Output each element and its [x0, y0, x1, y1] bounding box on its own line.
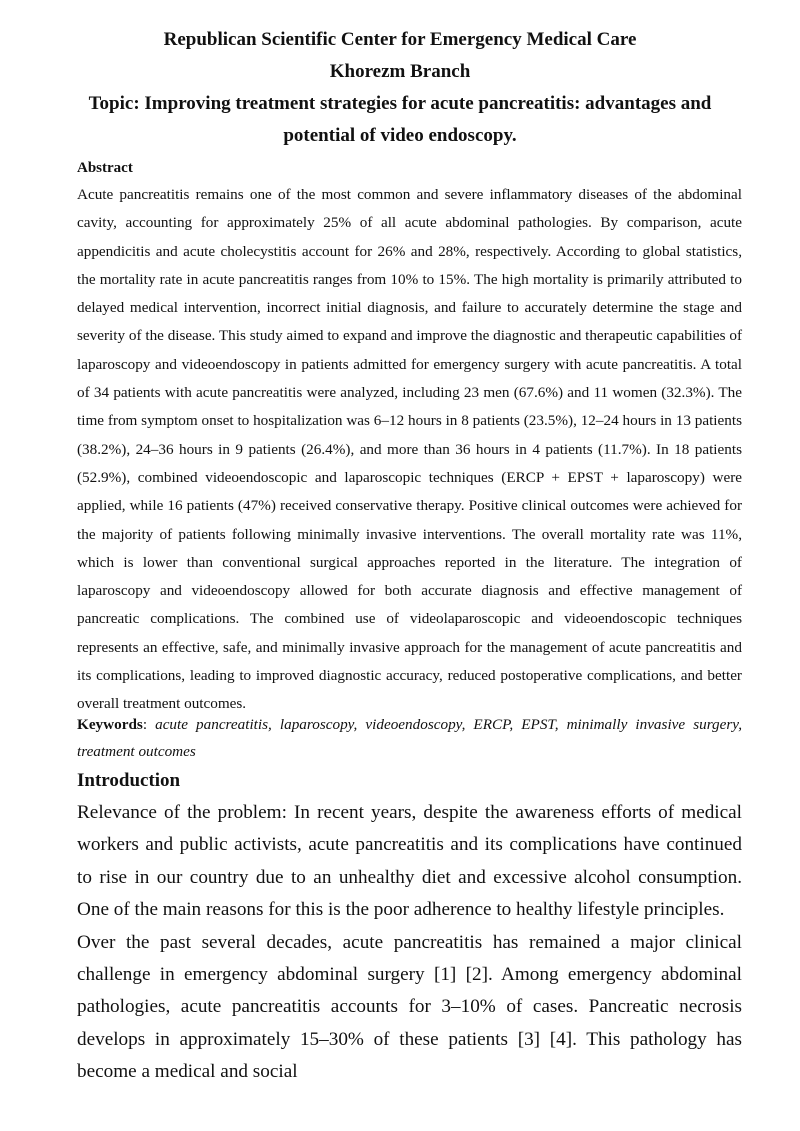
introduction-body	[77, 797, 742, 1089]
branch-title: Khorezm Branch	[329, 61, 471, 82]
introduction-paragraph-1: Relevance of the problem: In recent years, despite the awareness efforts of medical workers and public activists, acute pancreatitis and its complications have continued to rise in our country due to an unhealthy diet and excessive alcohol consumption. One of the main reasons for this is the poor adherence to healthy lifestyle principles.	[77, 802, 742, 921]
keywords-line	[77, 711, 742, 765]
keywords-list: acute pancreatitis, laparoscopy, videoendoscopy, ERCP, EPST, minimally invasive surgery, treatment outcomes	[77, 716, 742, 760]
abstract-heading: Abstract	[77, 160, 133, 176]
keywords-label: Keywords	[77, 716, 143, 733]
introduction-heading: Introduction	[77, 770, 181, 791]
keywords-separator: :	[142, 716, 156, 733]
topic-title-line-2: potential of video endoscopy.	[283, 125, 517, 146]
topic-title-line-1: Topic: Improving treatment strategies for acute pancreatitis: advantages and	[88, 93, 712, 114]
abstract-paragraph: Acute pancreatitis remains one of the most common and severe inflammatory diseases of the abdominal cavity, accounting for approximately 25% of all acute abdominal pathologies. By comparison, acute appendicitis and acute cholecystitis account for 26% and 28%, respectively. According to global statistics, the mortality rate in acute pancreatitis ranges from 10% to 15%. The high mortality is primarily attributed to delayed medical intervention, incorrect initial diagnosis, and failure to accurately determine the stage and severity of the disease. This study aimed to expand and improve the diagnostic and therapeutic capabilities of laparoscopy and videoendoscopy in patients admitted for emergency surgery with acute pancreatitis. A total of 34 patients with acute pancreatitis were analyzed, including 23 men (67.6%) and 11 women (32.3%). The time from symptom onset to hospitalization was 6–12 hours in 8 patients (23.5%), 12–24 hours in 13 patients (38.2%), 24–36 hours in 9 patients (26.4%), and more than 36 hours in 4 patients (11.7%). In 18 patients (52.9%), combined videoendoscopic and laparoscopic techniques (ERCP + EPST + laparoscopy) were applied, while 16 patients (47%) received conservative therapy. Positive clinical outcomes were achieved for the majority of patients following minimally invasive interventions. The overall mortality rate was 11%, which is lower than conventional surgical approaches reported in the literature. The integration of laparoscopy and videoendoscopy allowed for both accurate diagnosis and effective management of pancreatic complications. The combined use of videolaparoscopic and videoendoscopic techniques represents an effective, safe, and minimally invasive approach for the management of acute pancreatitis and its complications, leading to improved diagnostic accuracy, reduced postoperative complications, and better overall treatment outcomes.	[77, 186, 742, 713]
introduction-paragraph-2: Over the past several decades, acute pancreatitis has remained a major clinical challenge in emergency abdominal surgery [1] [2]. Among emergency abdominal pathologies, acute pancreatitis accounts for 3–10% of cases. Pancreatic necrosis develops in approximately 15–30% of these patients [3] [4]. This pathology has become a medical and social	[77, 931, 742, 1083]
institution-title: Republican Scientific Center for Emergency Medical Care	[163, 29, 637, 50]
